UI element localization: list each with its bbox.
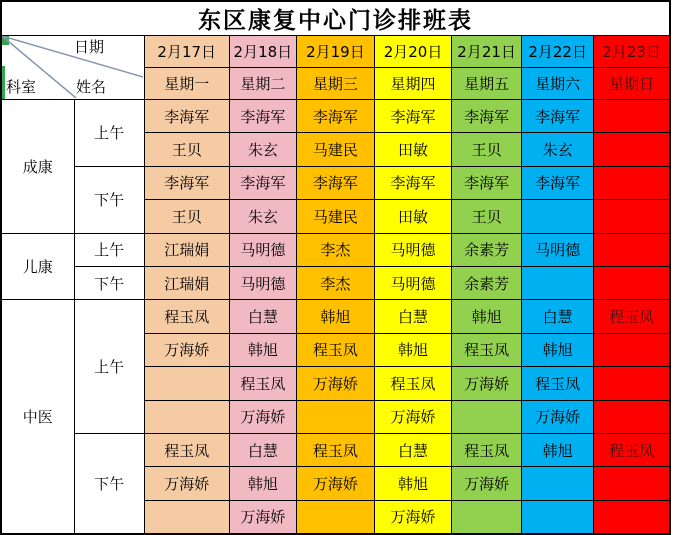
schedule-cell: 白慧	[229, 433, 296, 466]
schedule-cell: 万海娇	[296, 467, 374, 500]
weekday-header: 星期五	[452, 68, 522, 100]
schedule-cell: 王贝	[144, 200, 229, 233]
weekday-header: 星期六	[522, 68, 594, 100]
schedule-cell: 万海娇	[229, 500, 296, 533]
schedule-cell: 朱玄	[229, 200, 296, 233]
schedule-cell: 程玉凤	[229, 367, 296, 400]
schedule-cell: 田敏	[374, 133, 451, 166]
weekday-header: 星期四	[374, 68, 451, 100]
schedule-cell: 马明德	[522, 233, 594, 266]
schedule-cell: 朱玄	[522, 133, 594, 166]
weekday-header: 星期一	[144, 68, 229, 100]
weekday-header: 星期三	[296, 68, 374, 100]
schedule-cell: 万海娇	[229, 400, 296, 433]
date-header: 2月18日	[229, 36, 296, 68]
schedule-cell: 韩旭	[452, 300, 522, 333]
schedule-cell: 万海娇	[296, 367, 374, 400]
schedule-cell	[594, 467, 670, 500]
schedule-cell: 程玉凤	[374, 367, 451, 400]
schedule-cell: 李海军	[522, 100, 594, 133]
page-title: 东区康复中心门诊排班表	[1, 1, 670, 36]
schedule-cell: 万海娇	[374, 400, 451, 433]
weekday-header: 星期二	[229, 68, 296, 100]
schedule-cell	[594, 100, 670, 133]
schedule-cell: 万海娇	[374, 500, 451, 533]
schedule-cell: 万海娇	[452, 367, 522, 400]
schedule-cell	[144, 400, 229, 433]
schedule-cell: 万海娇	[144, 333, 229, 366]
corner-date-label: 日期	[74, 38, 105, 56]
corner-name-label: 姓名	[76, 78, 107, 96]
session-label: 上午	[74, 100, 144, 167]
schedule-cell: 李杰	[296, 266, 374, 299]
schedule-cell	[594, 200, 670, 233]
schedule-cell	[522, 200, 594, 233]
schedule-cell: 王贝	[452, 200, 522, 233]
schedule-cell: 李杰	[296, 233, 374, 266]
weekday-header: 星期日	[594, 68, 670, 100]
schedule-cell	[594, 266, 670, 299]
schedule-cell: 马建民	[296, 200, 374, 233]
schedule-cell: 马明德	[374, 266, 451, 299]
schedule-cell: 程玉凤	[452, 433, 522, 466]
schedule-cell: 韩旭	[522, 433, 594, 466]
session-label: 上午	[74, 233, 144, 266]
date-header: 2月20日	[374, 36, 451, 68]
schedule-cell	[594, 133, 670, 166]
schedule-cell: 李海军	[144, 166, 229, 199]
schedule-cell	[594, 166, 670, 199]
date-header: 2月22日	[522, 36, 594, 68]
schedule-cell: 程玉凤	[594, 433, 670, 466]
schedule-cell: 程玉凤	[296, 333, 374, 366]
schedule-cell: 程玉凤	[144, 300, 229, 333]
schedule-cell: 韩旭	[229, 333, 296, 366]
schedule-cell: 韩旭	[522, 333, 594, 366]
session-label: 下午	[74, 266, 144, 299]
session-label: 上午	[74, 300, 144, 434]
schedule-cell: 韩旭	[374, 467, 451, 500]
schedule-cell: 韩旭	[229, 467, 296, 500]
schedule-cell: 李海军	[296, 166, 374, 199]
schedule-cell: 余素芳	[452, 233, 522, 266]
schedule-cell	[522, 266, 594, 299]
schedule-cell: 马明德	[229, 266, 296, 299]
schedule-cell: 李海军	[452, 100, 522, 133]
corner-header-cell	[1, 36, 144, 100]
schedule-cell: 万海娇	[452, 467, 522, 500]
schedule-cell	[296, 400, 374, 433]
schedule-cell: 李海军	[144, 100, 229, 133]
schedule-cell	[522, 467, 594, 500]
date-header: 2月19日	[296, 36, 374, 68]
schedule-cell: 程玉凤	[522, 367, 594, 400]
schedule-cell: 李海军	[374, 100, 451, 133]
schedule-cell: 江瑞娟	[144, 266, 229, 299]
schedule-cell: 马明德	[229, 233, 296, 266]
dept-label: 儿康	[1, 233, 74, 300]
schedule-cell: 李海军	[452, 166, 522, 199]
schedule-cell: 余素芳	[452, 266, 522, 299]
schedule-cell: 李海军	[229, 166, 296, 199]
schedule-cell: 万海娇	[522, 400, 594, 433]
schedule-cell: 李海军	[374, 166, 451, 199]
schedule-cell: 李海军	[296, 100, 374, 133]
session-label: 下午	[74, 166, 144, 233]
schedule-cell: 马明德	[374, 233, 451, 266]
schedule-cell	[594, 233, 670, 266]
date-header: 2月21日	[452, 36, 522, 68]
schedule-cell: 王贝	[452, 133, 522, 166]
schedule-cell: 程玉凤	[594, 300, 670, 333]
schedule-cell: 马建民	[296, 133, 374, 166]
schedule-cell	[594, 367, 670, 400]
corner-dept-label: 科室	[6, 78, 37, 96]
session-label: 下午	[74, 433, 144, 533]
schedule-cell: 程玉凤	[452, 333, 522, 366]
schedule-cell: 白慧	[229, 300, 296, 333]
schedule-cell: 韩旭	[374, 333, 451, 366]
schedule-cell: 朱玄	[229, 133, 296, 166]
schedule-cell: 田敏	[374, 200, 451, 233]
schedule-cell: 程玉凤	[296, 433, 374, 466]
date-header: 2月17日	[144, 36, 229, 68]
schedule-cell	[144, 367, 229, 400]
schedule-cell: 白慧	[374, 300, 451, 333]
schedule-cell: 王贝	[144, 133, 229, 166]
schedule-cell	[594, 333, 670, 366]
schedule-cell: 韩旭	[296, 300, 374, 333]
schedule-cell: 白慧	[522, 300, 594, 333]
schedule-cell	[452, 400, 522, 433]
schedule-cell: 李海军	[522, 166, 594, 199]
dept-label: 成康	[1, 100, 74, 234]
schedule-cell: 程玉凤	[144, 433, 229, 466]
date-header: 2月23日	[594, 36, 670, 68]
schedule-cell: 江瑞娟	[144, 233, 229, 266]
schedule-cell	[594, 400, 670, 433]
dept-label: 中医	[1, 300, 74, 534]
schedule-cell: 白慧	[374, 433, 451, 466]
schedule-cell: 李海军	[229, 100, 296, 133]
schedule-cell: 万海娇	[144, 467, 229, 500]
